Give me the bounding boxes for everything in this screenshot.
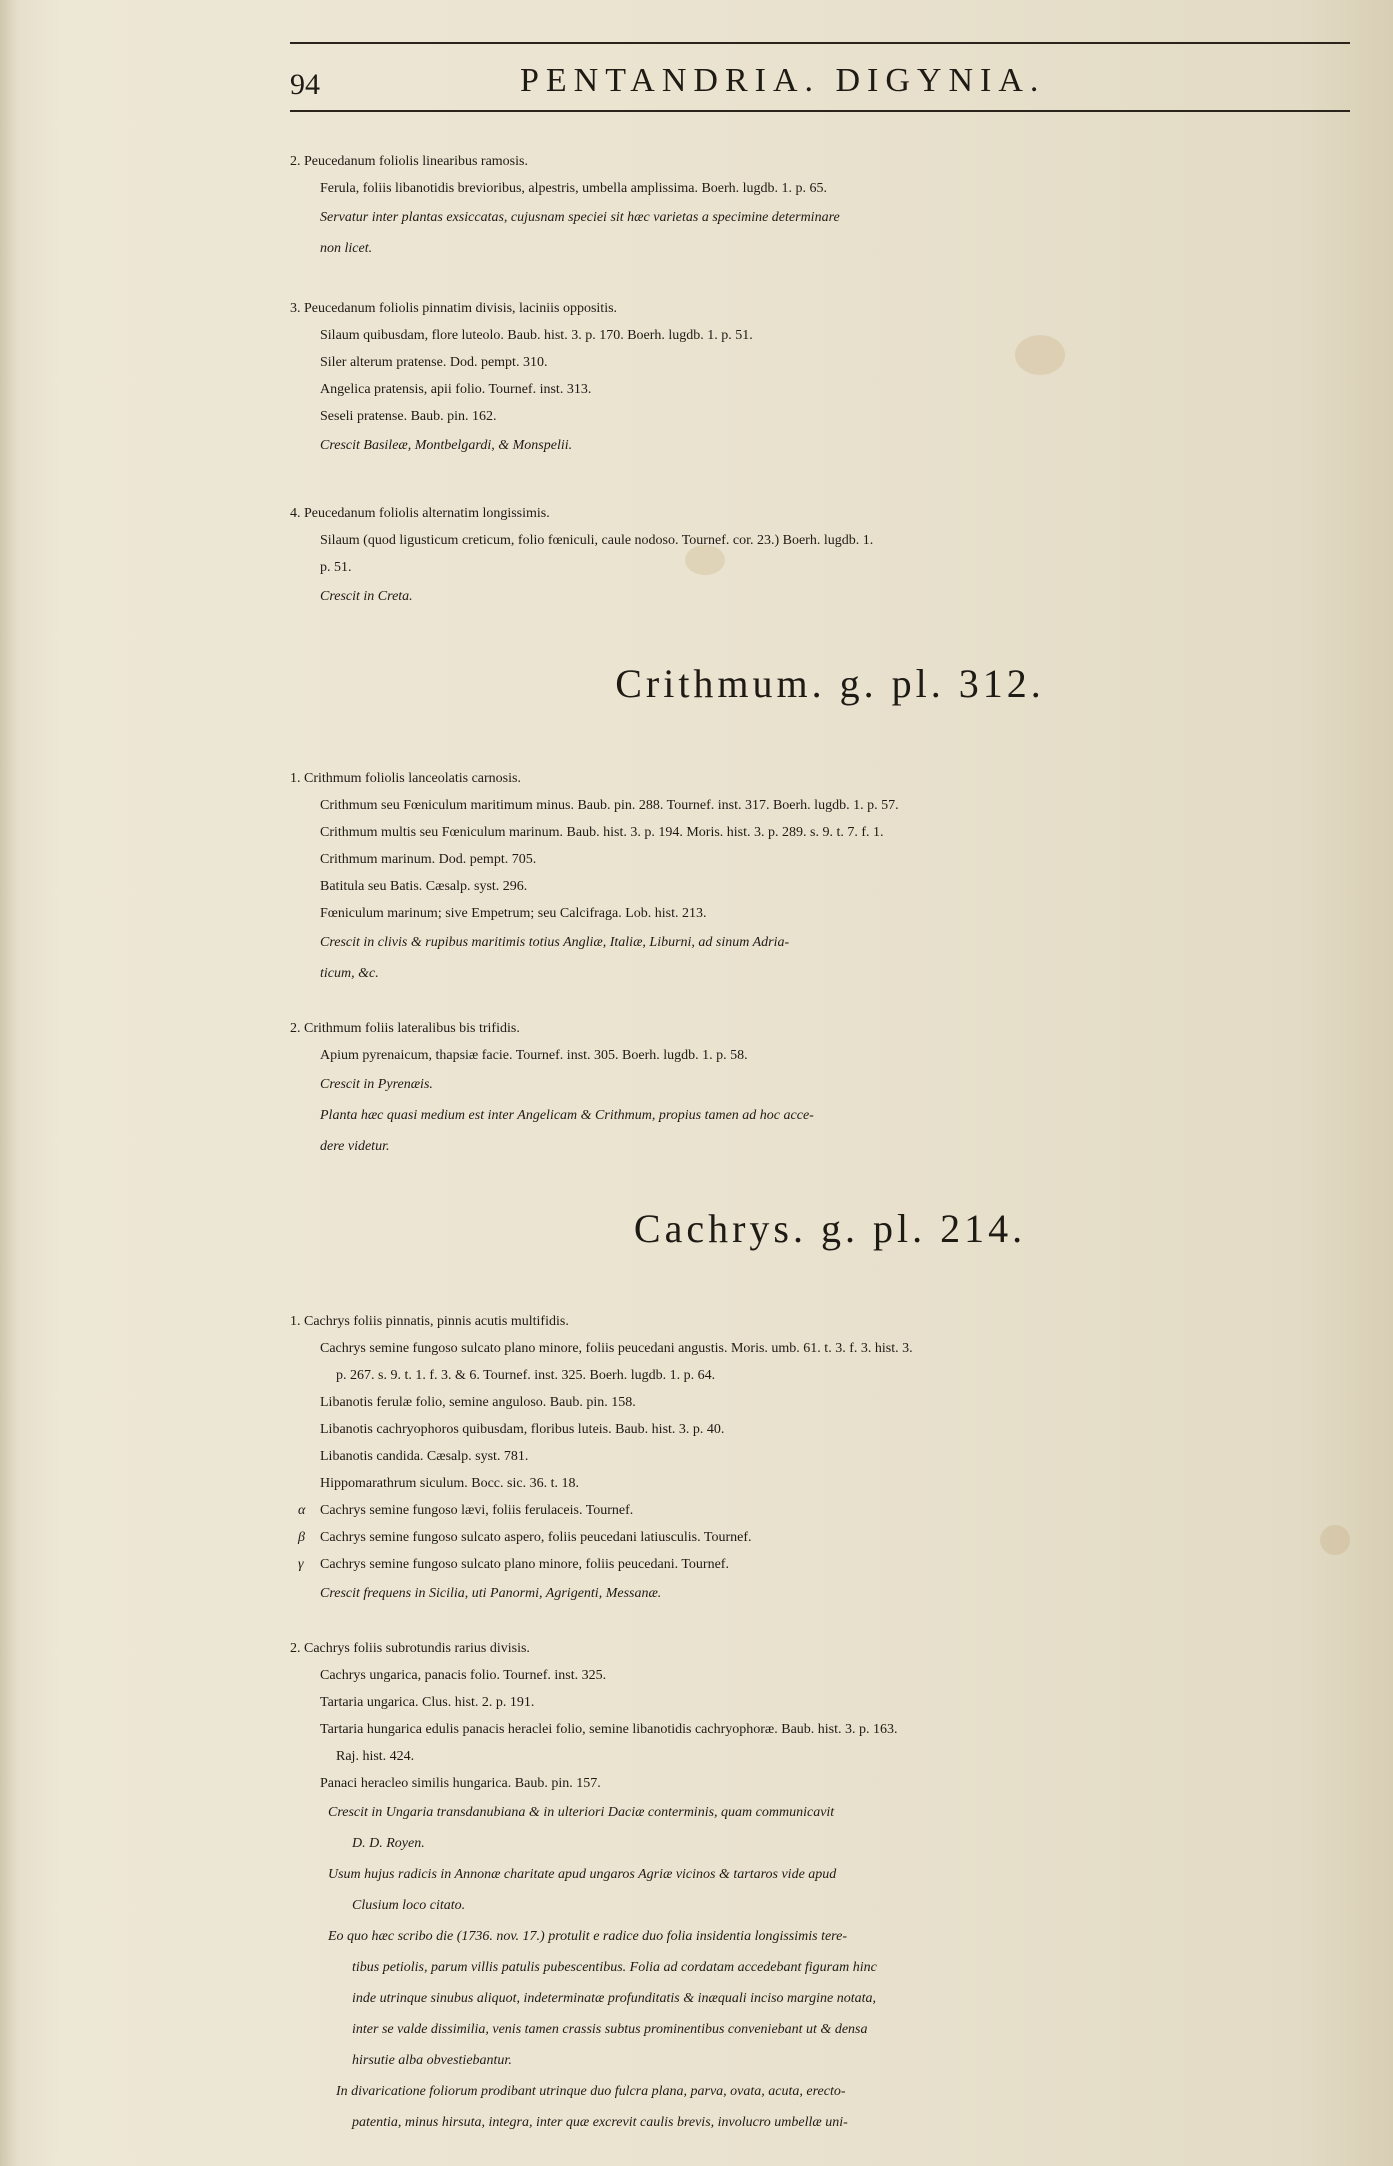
peucedanum-entry-2	[290, 148, 1360, 264]
crithmum-entry-1	[290, 765, 1360, 989]
cachrys-entry-1	[290, 1308, 1360, 1609]
synonym-line: Crithmum seu Fœniculum maritimum minus. Baub. pin. 288. Tournef. inst. 317. Boerh. lugdb. 1. p. 57.	[320, 798, 899, 813]
note-line: Usum hujus radicis in Annonæ charitate apud ungaros Agriæ vicinos & tartaros vide apud	[328, 1867, 837, 1882]
synonym-line: Cachrys ungarica, panacis folio. Tournef. inst. 325.	[320, 1668, 607, 1683]
synonym-line: Batitula seu Batis. Cæsalp. syst. 296.	[320, 879, 528, 894]
note-line: dere videtur.	[320, 1139, 390, 1154]
synonym-line: Seseli pratense. Baub. pin. 162.	[320, 409, 497, 424]
variety-marker: β	[298, 1530, 305, 1545]
page-number: 94	[290, 68, 320, 101]
variety-marker: γ	[298, 1557, 304, 1572]
synonym-line: Libanotis ferulæ folio, semine anguloso. Baub. pin. 158.	[320, 1395, 636, 1410]
synonym-line: Tartaria ungarica. Clus. hist. 2. p. 191.	[320, 1695, 535, 1710]
note-line: hirsutie alba obvestiebantur.	[352, 2053, 512, 2068]
species-line: 2. Peucedanum foliolis linearibus ramosis.	[290, 154, 528, 169]
peucedanum-entry-3	[290, 295, 1360, 461]
habitat-line: Crescit in Pyrenæis.	[320, 1077, 433, 1092]
synonym-line: Siler alterum pratense. Dod. pempt. 310.	[320, 355, 548, 370]
note-line: Eo quo hæc scribo die (1736. nov. 17.) protulit e radice duo folia insidentia longissimis tere-	[328, 1929, 847, 1944]
note-line: inde utrinque sinubus aliquot, indeterminatæ profunditatis & inæquali inciso margine notata,	[352, 1991, 876, 2006]
variety-marker: α	[298, 1503, 306, 1518]
synonym-line: Silaum (quod ligusticum creticum, folio fœniculi, caule nodoso. Tournef. cor. 23.) Boerh. lugdb. 1.	[320, 533, 874, 548]
synonym-line: p. 267. s. 9. t. 1. f. 3. & 6. Tournef. inst. 325. Boerh. lugdb. 1. p. 64.	[336, 1368, 716, 1383]
variety-gamma: γ Cachrys semine fungoso sulcato plano minore, foliis peucedani. Tournef.	[290, 1551, 1360, 1578]
synonym-line: Crithmum multis seu Fœniculum marinum. Baub. hist. 3. p. 194. Moris. hist. 3. p. 289. s. 9. t. 7. f. 1.	[320, 825, 884, 840]
cachrys-entry-2	[290, 1635, 1360, 2138]
habitat-line: Crescit Basileæ, Montbelgardi, & Monspelii.	[320, 438, 573, 453]
species-line: 1. Cachrys foliis pinnatis, pinnis acutis multifidis.	[290, 1314, 569, 1329]
species-line: 2. Crithmum foliis lateralibus bis trifidis.	[290, 1021, 520, 1036]
synonym-line: Ferula, foliis libanotidis brevioribus, alpestris, umbella amplissima. Boerh. lugdb. 1. p. 65.	[320, 181, 828, 196]
species-line: 4. Peucedanum foliolis alternatim longissimis.	[290, 506, 550, 521]
synonym-line: Apium pyrenaicum, thapsiæ facie. Tournef. inst. 305. Boerh. lugdb. 1. p. 58.	[320, 1048, 748, 1063]
synonym-line: Libanotis cachryophoros quibusdam, floribus luteis. Baub. hist. 3. p. 40.	[320, 1422, 725, 1437]
synonym-line: Cachrys semine fungoso sulcato plano minore, foliis peucedani angustis. Moris. umb. 61. t. 3. f. 3. hist. 3.	[320, 1341, 913, 1356]
page-header	[290, 62, 1360, 108]
note-line: tibus petiolis, parum villis patulis pubescentibus. Folia ad cordatam accedebant figuram hinc	[352, 1960, 877, 1975]
header-rule-bottom	[290, 110, 1350, 112]
species-line: 3. Peucedanum foliolis pinnatim divisis, laciniis oppositis.	[290, 301, 618, 316]
variety-alpha: α Cachrys semine fungoso lævi, foliis ferulaceis. Tournef.	[290, 1497, 1360, 1524]
habitat-line: Crescit frequens in Sicilia, uti Panormi, Agrigenti, Messanæ.	[320, 1586, 662, 1601]
genus-title-crithmum: Crithmum. g. pl. 312.	[615, 661, 1045, 706]
header-rule-top	[290, 42, 1350, 44]
habitat-line: Crescit in Ungaria transdanubiana & in ulteriori Daciæ conterminis, quam communicavit	[328, 1805, 835, 1820]
running-head: PENTANDRIA. DIGYNIA.	[520, 62, 1046, 99]
synonym-line: Raj. hist. 424.	[336, 1749, 415, 1764]
note-line: In divaricatione foliorum prodibant utrinque duo fulcra plana, parva, ovata, acuta, erecto-	[336, 2084, 846, 2099]
note-line: Clusium loco citato.	[352, 1898, 466, 1913]
species-line: 2. Cachrys foliis subrotundis rarius divisis.	[290, 1641, 530, 1656]
synonym-line: Tartaria hungarica edulis panacis heraclei folio, semine libanotidis cachryophoræ. Baub. hist. 3. p. 163.	[320, 1722, 898, 1737]
variety-beta: β Cachrys semine fungoso sulcato aspero, foliis peucedani latiusculis. Tournef.	[290, 1524, 1360, 1551]
species-line: 1. Crithmum foliolis lanceolatis carnosis.	[290, 771, 521, 786]
habitat-line: D. D. Royen.	[352, 1836, 425, 1851]
synonym-line: Silaum quibusdam, flore luteolo. Baub. hist. 3. p. 170. Boerh. lugdb. 1. p. 51.	[320, 328, 753, 343]
synonym-line: Libanotis candida. Cæsalp. syst. 781.	[320, 1449, 529, 1464]
note-line: Servatur inter plantas exsiccatas, cujusnam speciei sit hæc varietas a specimine determinare	[320, 210, 840, 225]
habitat-line: Crescit in Creta.	[320, 589, 413, 604]
synonym-line: Panaci heracleo similis hungarica. Baub. pin. 157.	[320, 1776, 601, 1791]
note-line: patentia, minus hirsuta, integra, inter quæ excrevit caulis brevis, involucro umbellæ uni-	[352, 2115, 848, 2130]
peucedanum-entry-4	[290, 500, 1360, 612]
note-line: Planta hæc quasi medium est inter Angelicam & Crithmum, propius tamen ad hoc acce-	[320, 1108, 814, 1123]
genus-title-cachrys: Cachrys. g. pl. 214.	[633, 1206, 1027, 1251]
habitat-line: ticum, &c.	[320, 966, 379, 981]
synonym-line: Angelica pratensis, apii folio. Tournef. inst. 313.	[320, 382, 592, 397]
synonym-line: Fœniculum marinum; sive Empetrum; seu Calcifraga. Lob. hist. 213.	[320, 906, 707, 921]
synonym-line: Crithmum marinum. Dod. pempt. 705.	[320, 852, 537, 867]
synonym-line: Hippomarathrum siculum. Bocc. sic. 36. t. 18.	[320, 1476, 579, 1491]
note-line: inter se valde dissimilia, venis tamen crassis subtus prominentibus conveniebant ut & densa	[352, 2022, 868, 2037]
crithmum-entry-2	[290, 1015, 1360, 1162]
note-line: non licet.	[320, 241, 373, 256]
habitat-line: Crescit in clivis & rupibus maritimis totius Angliæ, Italiæ, Liburni, ad sinum Adria-	[320, 935, 790, 950]
synonym-line: p. 51.	[320, 560, 352, 575]
